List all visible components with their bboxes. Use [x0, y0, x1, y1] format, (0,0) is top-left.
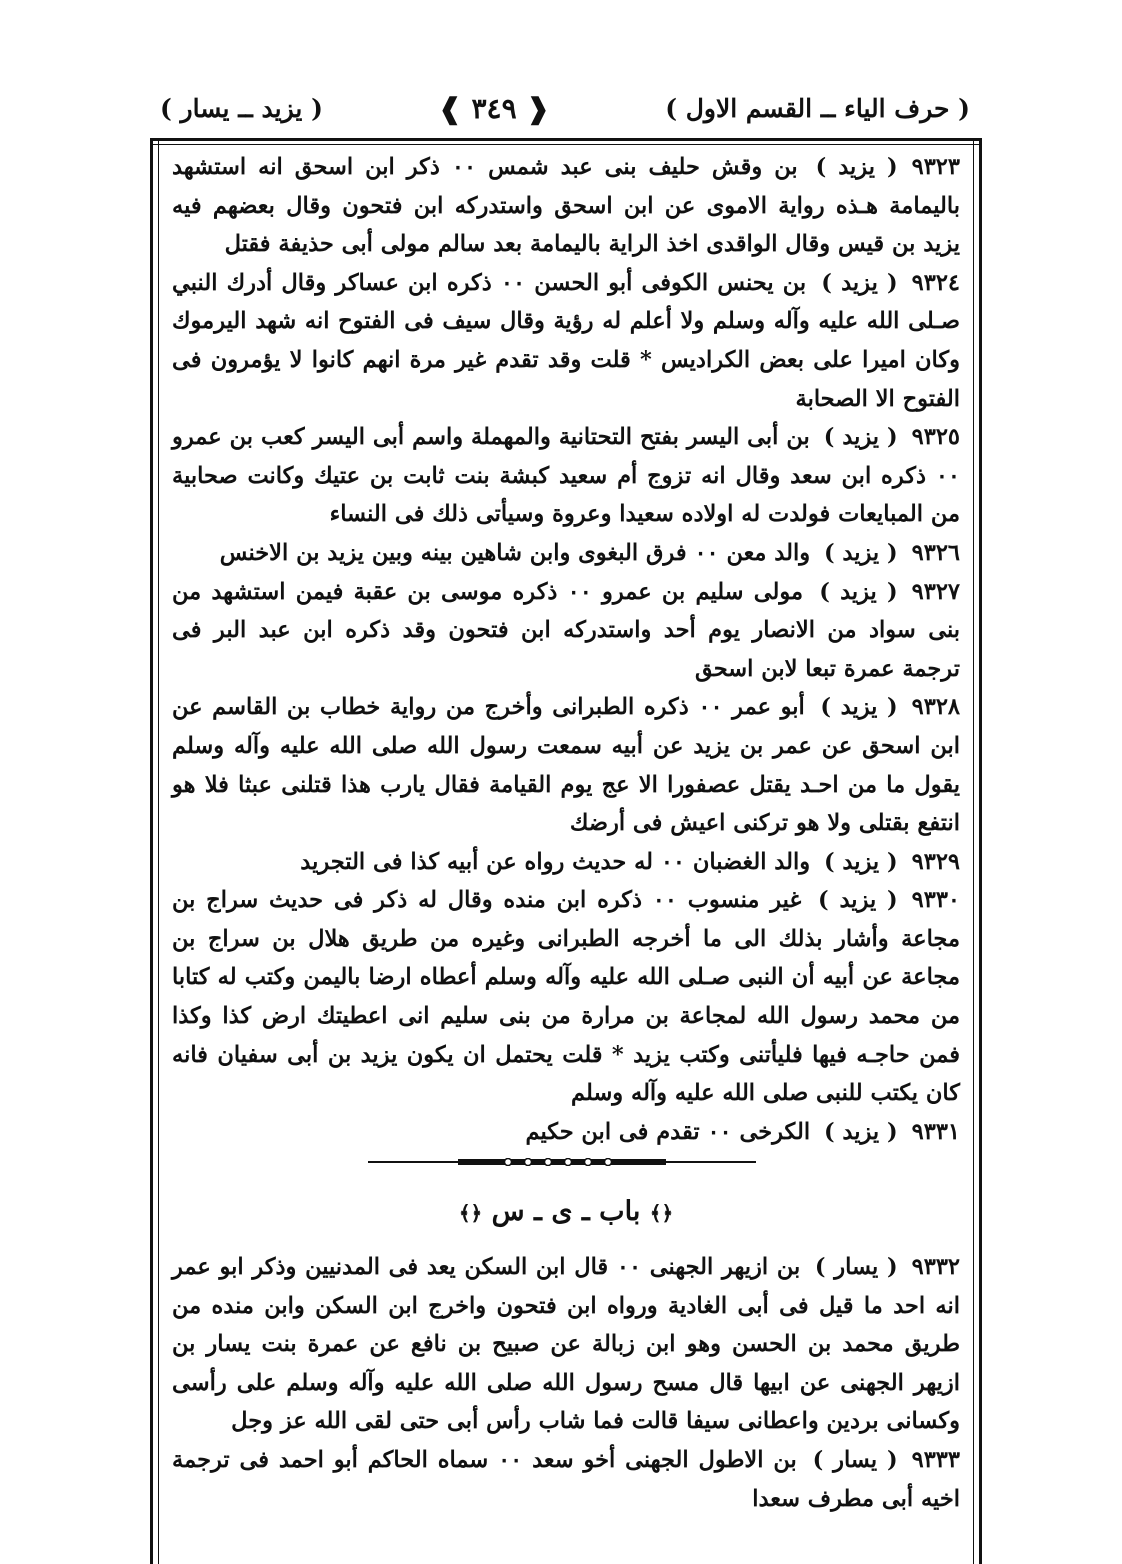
entry-number: ٩٣٣٠	[911, 887, 960, 914]
entry-number: ٩٣٢٧	[911, 578, 961, 605]
entry-number: ٩٣٢٣	[911, 154, 960, 180]
entry-number: ٩٣٢٩	[911, 848, 960, 875]
entry-name: ( يزيد )	[821, 269, 898, 296]
entry-number: ٩٣٢٨	[911, 694, 960, 721]
entry-name: ( يسار )	[814, 1254, 898, 1280]
entry-text: الكرخى ٠٠ تقدم فى ابن حكيم	[525, 1118, 811, 1145]
chapter-text	[172, 1248, 960, 1518]
entry-number: ٩٣٣٣	[911, 1446, 960, 1473]
entry-9331	[172, 1113, 960, 1152]
entry-number: ٩٣٣١	[911, 1118, 960, 1145]
entry-9327	[172, 573, 960, 689]
ornament-icon: ﴿﴾	[649, 1201, 674, 1225]
entry-name: ( يزيد )	[815, 154, 898, 180]
page-number: ❰ ٣٤٩ ❱	[438, 91, 550, 125]
entry-text: بن يحنس الكوفى أبو الحسن ٠٠ ذكره ابن عساكر وقال أدرك النبي صـلى الله عليه وآله وسلم ولا أعلم له رؤية وقال سيف فى الفتوح انه شهد اليرموك وكان اميرا على بعض الكراديس * قلت وقد تقدم غير مرة انهم كانوا لا يؤمرون فى الفتوح الا الصحابة	[172, 269, 960, 412]
entry-name: ( يسار )	[812, 1446, 898, 1473]
section-separator	[368, 1158, 756, 1166]
entry-9324	[172, 264, 960, 418]
entry-9329	[172, 843, 960, 882]
entry-text: والد معن ٠٠ فرق البغوى وابن شاهين بينه وبين يزيد بن الاخنس	[219, 539, 811, 566]
chapter-heading	[172, 1196, 960, 1240]
entry-text: بن وقش حليف بنى عبد شمس ٠٠ ذكر ابن اسحق انه استشهد باليمامة هـذه رواية الاموى عن ابن اسحق واستدركه ابن فتحون وقال بعضهم فيه يزيد بن قيس وقال الواقدى اخذ الراية باليمامة بعد سالم مولى أبى حذيفة فقتل	[172, 154, 960, 258]
entry-text: بن أبى اليسر بفتح التحتانية والمهملة واسم أبى اليسر كعب بن عمرو ٠٠ ذكره ابن سعد وقال انه تزوج أم سعيد كبشة بنت ثابت بن عتيك وكانت صحابية من المبايعات فولدت له اولاده سعيدا وعروة وسيأتى ذلك فى النساء	[172, 424, 960, 528]
entry-9323	[172, 148, 960, 264]
entry-9326	[172, 534, 960, 573]
entry-name: ( يزيد )	[823, 539, 898, 566]
entry-text: أبو عمر ٠٠ ذكره الطبرانى وأخرج من رواية خطاب بن القاسم عن ابن اسحق عن عمر بن يزيد عن أبيه سمعت رسول الله صلى الله عليه وآله وسلم يقول ما من احـد يقتل عصفورا الا عج يوم القيامة فقال يارب هذا قتلنى عبثا فلا هو انتفع بقتلى ولا هو تركنى اعيش فى أرضك	[172, 694, 960, 837]
entry-9325	[172, 418, 960, 534]
entry-number: ٩٣٣٢	[911, 1254, 960, 1280]
entry-9332	[172, 1248, 960, 1441]
entry-name: ( يزيد )	[819, 578, 898, 605]
entry-number: ٩٣٢٦	[911, 539, 960, 566]
entry-text: بن الاطول الجهنى أخو سعد ٠٠ سماه الحاكم أبو احمد فى ترجمة اخيه أبى مطرف سعدا	[172, 1446, 960, 1512]
entry-name: ( يزيد )	[823, 1118, 898, 1145]
running-header	[160, 86, 970, 130]
chapter-title: باب ـ ى ـ س	[491, 1196, 641, 1227]
entry-number: ٩٣٢٤	[911, 269, 960, 296]
entry-text: مولى سليم بن عمرو ٠٠ ذكره موسى بن عقبة فيمن استشهد من بنى سواد من الانصار يوم أحد واستدركه ابن فتحون وقد ذكره ابن عبد البر فى ترجمة عمرة تبعا لابن اسحق	[172, 578, 960, 682]
entry-text: بن ازيهر الجهنى ٠٠ قال ابن السكن يعد فى المدنيين وذكر ابو عمر انه احد ما قيل فى أبى الغادية ورواه ابن فتحون واخرج ابن السكن وابن منده من طريق محمد بن الحسن وهو ابن زبالة عن صبيح بن نافع عن عمرة بنت يسار بن ازيهر الجهنى عن ابيها قال مسح رسول الله صلى الله عليه وآله وسلم على رأسى وكسانى بردين واعطانى سيفا قالت فما شاب رأس أبى حتى لقى الله عز وجل	[172, 1254, 960, 1435]
header-section-title: ( حرف الياء ــ القسم الاول )	[665, 93, 970, 123]
entry-name: ( يزيد )	[823, 424, 898, 451]
entry-text: غير منسوب ٠٠ ذكره ابن منده وقال له ذكر فى حديث سراج بن مجاعة وأشار بذلك الى ما أخرجه الطبرانى وغيره من طريق هلال بن سراج بن مجاعة عن أبيه أن النبى صـلى الله عليه وآله وسلم أعطاه ارضا باليمن وكتب له كتابا من محمد رسول الله لمجاعة بن مرارة من بنى سليم انى اعطيتك ارض كذا وكذا فمن حاجـه فيها فليأتنى وكتب يزيد * قلت يحتمل ان يكون يزيد بن أبى سفيان فانه كان يكتب للنبى صلى الله عليه وآله وسلم	[172, 887, 960, 1107]
entry-number: ٩٣٢٥	[911, 424, 960, 451]
entry-9330	[172, 881, 960, 1113]
entry-text: والد الغضبان ٠٠ له حديث رواه عن أبيه كذا فى التجريد	[300, 848, 811, 875]
entry-name: ( يزيد )	[820, 694, 898, 721]
entry-name: ( يزيد )	[818, 887, 898, 914]
main-text	[172, 148, 960, 1151]
header-entry-range: ( يزيد ــ يسار )	[160, 93, 323, 123]
entry-9333	[172, 1441, 960, 1518]
ornament-icon: ﴿﴾	[458, 1201, 483, 1225]
entry-name: ( يزيد )	[823, 848, 898, 875]
entry-9328	[172, 688, 960, 842]
